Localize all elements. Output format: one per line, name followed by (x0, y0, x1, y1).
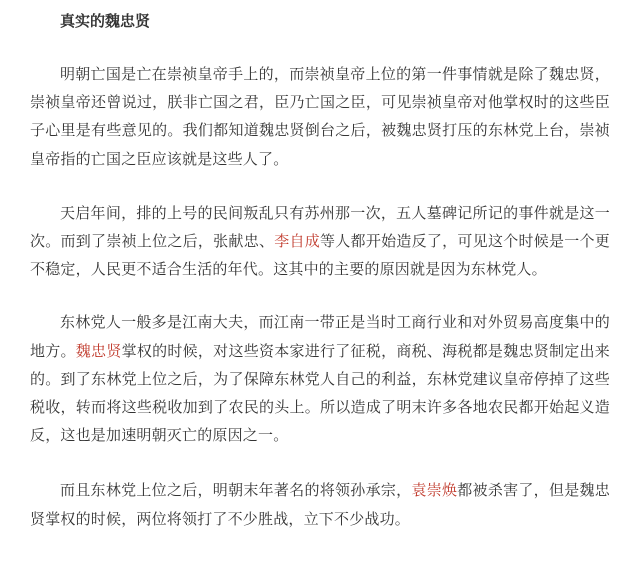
paragraph-3 (30, 308, 610, 449)
paragraph-text: 天启年间，排的上号的民间叛乱只有苏州那一次，五人墓碑记所记的事件就是这一次。而到了崇祯上位之后，张献忠、 (30, 203, 610, 251)
article (30, 0, 610, 533)
paragraph-text: 明朝亡国是亡在崇祯皇帝手上的，而崇祯皇帝上位的第一件事情就是除了魏忠贤，崇祯皇帝还曾说过，朕非亡国之君，臣乃亡国之臣，可见崇祯皇帝对他掌权时的这些臣子心里是有些意见的。我们都知道魏忠贤倒台之后，被魏忠贤打压的东林党上台，崇祯皇帝指的亡国之臣应该就是这些人了。 (30, 65, 610, 168)
paragraph-text: 东林党人一般多是江南大夫，而江南一带正是当时工商行业和对外贸易高度集中的地方。 (30, 313, 610, 360)
article-title: 真实的魏忠贤 (60, 12, 151, 30)
paragraph-text: 掌权的时候，对这些资本家进行了征税，商税、海税都是魏忠贤制定出来的。到了东林党上位之后，为了保障东林党人自己的利益，东林党建议皇帝停掉了这些税收，转而将这些税收加到了农民的头上。所以造成了明末许多各地农民都开始起义造反，这也是加速明朝灭亡的原因之一。 (30, 341, 610, 445)
paragraph-1 (30, 60, 610, 173)
paragraph-2 (30, 199, 610, 284)
paragraph-text: 等人都开始造反了，可见这个时候是一个更不稳定，人民更不适合生活的年代。这其中的主要的原因就是因为东林党人。 (30, 232, 610, 279)
paragraph-text: 而且东林党上位之后，明朝末年著名的将领孙承宗， (60, 481, 412, 500)
highlighted-name-wei-zhongxian[interactable]: 魏忠贤 (75, 341, 122, 360)
paragraph-4 (30, 476, 610, 532)
paragraph-text: 都被杀害了，但是魏忠贤掌权的时候，两位将领打了不少胜战，立下不少战功。 (30, 481, 610, 528)
highlighted-name-li-zicheng[interactable]: 李自成 (274, 232, 321, 251)
highlighted-name-yuan-chonghuan[interactable]: 袁崇焕 (411, 481, 458, 500)
